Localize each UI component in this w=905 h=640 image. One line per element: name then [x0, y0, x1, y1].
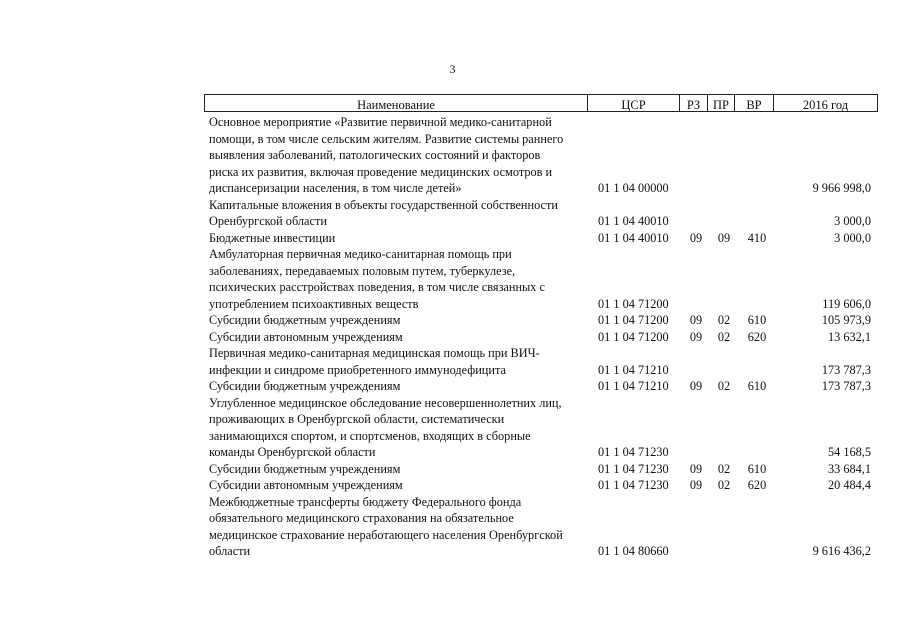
table-row-line	[0, 543, 905, 560]
page-number: 3	[449, 62, 456, 76]
item-name-line: команды Оренбургской области	[209, 445, 376, 459]
amount: 119 606,0	[822, 296, 871, 311]
csr-code: 01 1 04 71200	[598, 329, 669, 344]
table-row-line	[0, 378, 905, 395]
item-name-line: Субсидии автономным учреждениям	[209, 478, 403, 492]
item-name-line: Субсидии бюджетным учреждениям	[209, 461, 401, 476]
item-name-line: Основное мероприятие «Развитие первичной медико-санитарной	[209, 115, 552, 129]
item-name-line: Субсидии автономным учреждениям	[209, 329, 403, 344]
csr-code: 01 1 04 71200	[598, 296, 669, 311]
vr-code: 610	[747, 313, 767, 327]
header-vr: ВР	[734, 94, 774, 112]
table-row-line	[0, 312, 905, 329]
header-name: Наименование	[204, 94, 588, 112]
item-name-line: выявления заболеваний, патологических состояний и факторов	[209, 148, 541, 162]
table-row-line	[0, 147, 905, 164]
amount: 3 000,0	[834, 214, 871, 228]
item-name-line: риска их развития, включая проведение медицинских осмотров и	[209, 164, 553, 179]
pr-code: 02	[717, 379, 731, 393]
item-name-line: заболеваниях, передаваемых половым путем, туберкулезе,	[209, 263, 516, 278]
table-row-line	[0, 411, 905, 428]
table-row-line	[0, 114, 905, 131]
table-row-line	[0, 428, 905, 445]
vr-code: 610	[747, 379, 767, 393]
item-name-line: инфекции и синдроме приобретенного иммунодефицита	[209, 362, 506, 377]
item-name-line: медицинское страхование неработающего населения Оренбургской	[209, 527, 563, 542]
header-rz: РЗ	[679, 94, 708, 112]
rz-code: 09	[689, 478, 703, 492]
item-name-line: психических расстройствах поведения, в том числе связанных с	[209, 280, 545, 294]
header-pr: ПР	[707, 94, 735, 112]
vr-code: 620	[747, 478, 767, 492]
item-name-line: употреблением психоактивных веществ	[209, 296, 419, 311]
item-name-line: области	[209, 544, 251, 558]
vr-code: 410	[747, 230, 767, 245]
amount: 54 168,5	[827, 445, 871, 459]
item-name-line: Бюджетные инвестиции	[209, 230, 336, 245]
item-name-line: Первичная медико-санитарная медицинская помощь при ВИЧ-	[209, 346, 540, 360]
item-name-line: Субсидии бюджетным учреждениям	[209, 379, 401, 393]
pr-code: 02	[717, 478, 731, 492]
table-row-line	[0, 296, 905, 313]
table-header	[204, 94, 878, 112]
item-name-line: Оренбургской области	[209, 214, 327, 228]
rz-code: 09	[689, 230, 703, 245]
amount: 105 973,9	[821, 313, 871, 327]
table-row-line	[0, 279, 905, 296]
item-name-line: Амбулаторная первичная медико-санитарная помощь при	[209, 247, 512, 261]
amount: 9 616 436,2	[812, 544, 871, 558]
item-name-line: диспансеризации населения, в том числе детей»	[209, 181, 462, 195]
header-year: 2016 год	[773, 94, 878, 112]
table-row-line	[0, 477, 905, 494]
rz-code: 09	[689, 461, 703, 476]
item-name-line: занимающихся спортом, и спортсменов, входящих в сборные	[209, 428, 531, 443]
header-csr: ЦСР	[587, 94, 680, 112]
table-row-line	[0, 329, 905, 346]
pr-code: 02	[717, 313, 731, 327]
amount: 9 966 998,0	[812, 181, 871, 195]
table-row-line	[0, 246, 905, 263]
csr-code: 01 1 04 80660	[598, 544, 669, 558]
item-name-line: Межбюджетные трансферты бюджету Федерального фонда	[209, 494, 522, 509]
amount: 20 484,4	[827, 478, 871, 492]
table-row-line	[0, 510, 905, 527]
item-name-line: Капитальные вложения в объекты государственной собственности	[209, 197, 558, 212]
table-row-line	[0, 494, 905, 511]
pr-code: 09	[717, 230, 731, 245]
pr-code: 02	[717, 461, 731, 476]
rz-code: 09	[689, 379, 703, 393]
table-row-line	[0, 444, 905, 461]
csr-code: 01 1 04 71230	[598, 445, 669, 459]
rz-code: 09	[689, 313, 703, 327]
rz-code: 09	[689, 329, 703, 344]
pr-code: 02	[717, 329, 731, 344]
amount: 3 000,0	[834, 230, 871, 245]
csr-code: 01 1 04 71230	[598, 461, 669, 476]
csr-code: 01 1 04 71200	[598, 313, 669, 327]
table-row-line	[0, 230, 905, 247]
table-row-line	[0, 362, 905, 379]
item-name-line: помощи, в том числе сельским жителям. Развитие системы раннего	[209, 131, 564, 146]
table-row-line	[0, 461, 905, 478]
table-row-line	[0, 263, 905, 280]
csr-code: 01 1 04 71210	[598, 379, 669, 393]
csr-code: 01 1 04 40010	[598, 230, 669, 245]
item-name-line: Углубленное медицинское обследование несовершеннолетних лиц,	[209, 395, 562, 410]
vr-code: 610	[747, 461, 767, 476]
table-row-line	[0, 345, 905, 362]
table-row-line	[0, 164, 905, 181]
item-name-line: Субсидии бюджетным учреждениям	[209, 313, 401, 327]
item-name-line: обязательного медицинского страхования на обязательное	[209, 511, 514, 525]
vr-code: 620	[747, 329, 767, 344]
csr-code: 01 1 04 00000	[598, 181, 669, 195]
amount: 33 684,1	[827, 461, 871, 476]
table-row-line	[0, 131, 905, 148]
csr-code: 01 1 04 40010	[598, 214, 669, 228]
csr-code: 01 1 04 71230	[598, 478, 669, 492]
amount: 173 787,3	[821, 379, 871, 393]
amount: 13 632,1	[827, 329, 871, 344]
csr-code: 01 1 04 71210	[598, 362, 669, 377]
table-row-line	[0, 527, 905, 544]
table-row-line	[0, 395, 905, 412]
item-name-line: проживающих в Оренбургской области, систематически	[209, 412, 505, 426]
table-row-line	[0, 180, 905, 197]
table-row-line	[0, 213, 905, 230]
table-row-line	[0, 197, 905, 214]
amount: 173 787,3	[821, 362, 871, 377]
